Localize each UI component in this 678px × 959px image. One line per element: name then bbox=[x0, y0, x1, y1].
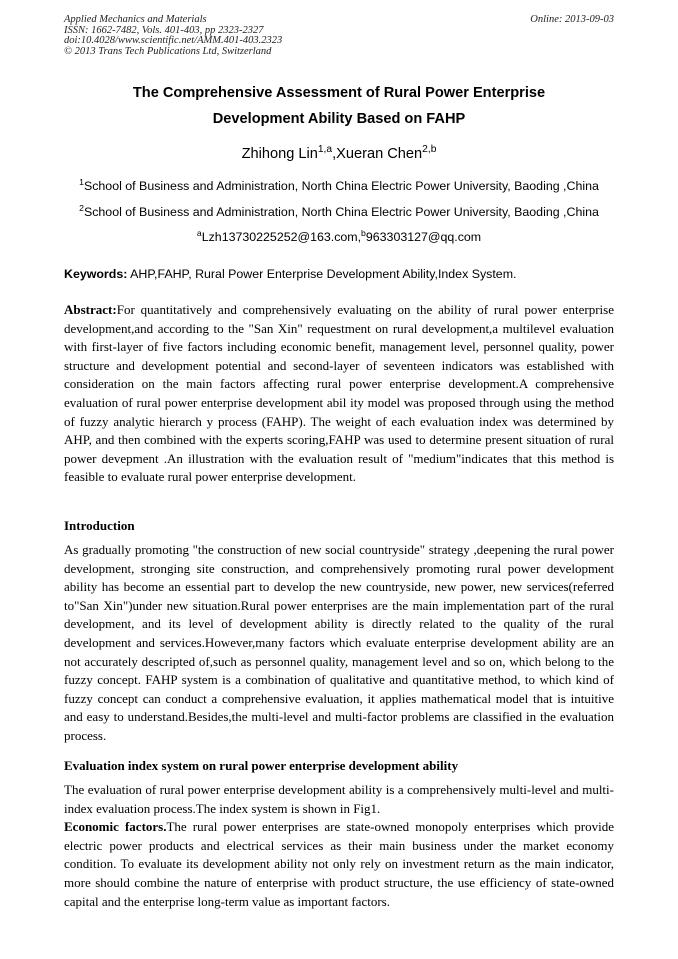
online-date: Online: 2013-09-03 bbox=[530, 14, 614, 25]
evaluation-body bbox=[64, 781, 614, 911]
economic-factors-text: The rural power enterprises are state-owned monopoly enterprises which provide electric power products and electrical services as their main business under the market economy condition. To evaluate its development ability not only rely on investment return as the main indicator, more should combine the nature of enterprise with product structure, the use efficiency of state-owned capital and the enterprise long-term value as important factors. bbox=[64, 819, 614, 909]
author-list bbox=[0, 144, 678, 164]
email-mark-a: a bbox=[196, 227, 202, 238]
affiliation-1 bbox=[0, 178, 678, 194]
affiliation-mark: 2 bbox=[79, 202, 84, 213]
author-2-affil: 2,b bbox=[422, 144, 437, 156]
affiliation-text: School of Business and Administration, North China Electric Power University, Baoding ,China bbox=[83, 205, 599, 219]
copyright-line: © 2013 Trans Tech Publications Ltd, Switzerland bbox=[64, 45, 272, 57]
keywords-label: Keywords: bbox=[64, 267, 128, 281]
abstract-text: For quantitatively and comprehensively evaluating on the ability of rural power enterprise development,and according to the "San Xin" requestment on rural development,a multilevel evaluation with first-layer of five factors including economic benefit, management level, personnel quality, power structure and development potential and second-layer of seventeen indicators was established with consideration on the main factors affecting rural power enterprise development.A comprehensive evaluation of rural power enterprise development abil ity model was proposed through using the method of fuzzy analytic hierarch y process (FAHP). The weight of each evaluation index was determined by AHP, and then combined with the experts scoring,FAHP was used to determine present situation of rural power devepment .An illustration with the evaluation result of "medium"indicates that this method is feasible to evaluate rural power enterprise development. bbox=[64, 302, 614, 485]
author-1: Zhihong Lin bbox=[241, 146, 318, 162]
evaluation-intro: The evaluation of rural power enterprise development ability is a comprehensively multi-level and multi-index evaluation process.The index system is shown in Fig1. bbox=[64, 782, 614, 816]
introduction-heading: Introduction bbox=[64, 518, 135, 533]
doi-line: doi:10.4028/www.scientific.net/AMM.401-403.2323 bbox=[64, 35, 283, 46]
email-mark-b: b bbox=[361, 227, 366, 238]
email-b: 963303127@qq.com bbox=[365, 230, 482, 244]
email-a: Lzh13730225252@163.com, bbox=[201, 230, 362, 244]
economic-factors-label: Economic factors. bbox=[64, 819, 167, 835]
abstract bbox=[64, 301, 614, 487]
keywords-text: AHP,FAHP, Rural Power Enterprise Development Ability,Index System. bbox=[127, 267, 517, 281]
author-separator: , bbox=[332, 146, 337, 162]
paper-title bbox=[60, 80, 618, 132]
affiliation-text: School of Business and Administration, North China Electric Power University, Baoding ,China bbox=[83, 179, 599, 193]
author-1-affil: 1,a bbox=[317, 144, 333, 156]
email-line bbox=[0, 229, 678, 245]
affiliation-2 bbox=[0, 204, 678, 220]
abstract-label: Abstract: bbox=[64, 302, 117, 317]
journal-name: Applied Mechanics and Materials bbox=[64, 14, 207, 25]
affiliation-mark: 1 bbox=[79, 176, 84, 187]
introduction-body: As gradually promoting "the construction of new social countryside" strategy ,deepening the rural power development, stronging site construction, and comprehensively promoting rural power development ability has become an essential part to develop the new countryside, new power, new services(referred to"San Xin")under new situation.Rural power enterprises are the main implementation part of the rural development, and its level of development ability is directly related to the quality of the rural development and services.However,many factors which evaluate enterprise development ability are an not accurately descripted of,such as personnel quality, management level and so on, which belong to the fuzzy concept. FAHP system is a combination of qualitative and quantitative method, to which kind of fuzzy concept can conduct a comprehensive evaluation, it applies mathematical model that is intuitive and easy to understand.Besides,the multi-level and multi-factor problems are classified in the evaluation process. bbox=[64, 542, 614, 743]
economic-factors-paragraph bbox=[64, 818, 614, 911]
evaluation-heading: Evaluation index system on rural power enterprise development ability bbox=[64, 758, 459, 773]
running-header bbox=[64, 15, 614, 57]
issn-line: ISSN: 1662-7482, Vols. 401-403, pp 2323-2327 bbox=[64, 24, 264, 36]
title-line-2: Development Ability Based on FAHP bbox=[212, 111, 466, 127]
keywords bbox=[64, 266, 614, 282]
title-line-1: The Comprehensive Assessment of Rural Power Enterprise bbox=[132, 85, 546, 101]
author-2: Xueran Chen bbox=[336, 146, 423, 162]
